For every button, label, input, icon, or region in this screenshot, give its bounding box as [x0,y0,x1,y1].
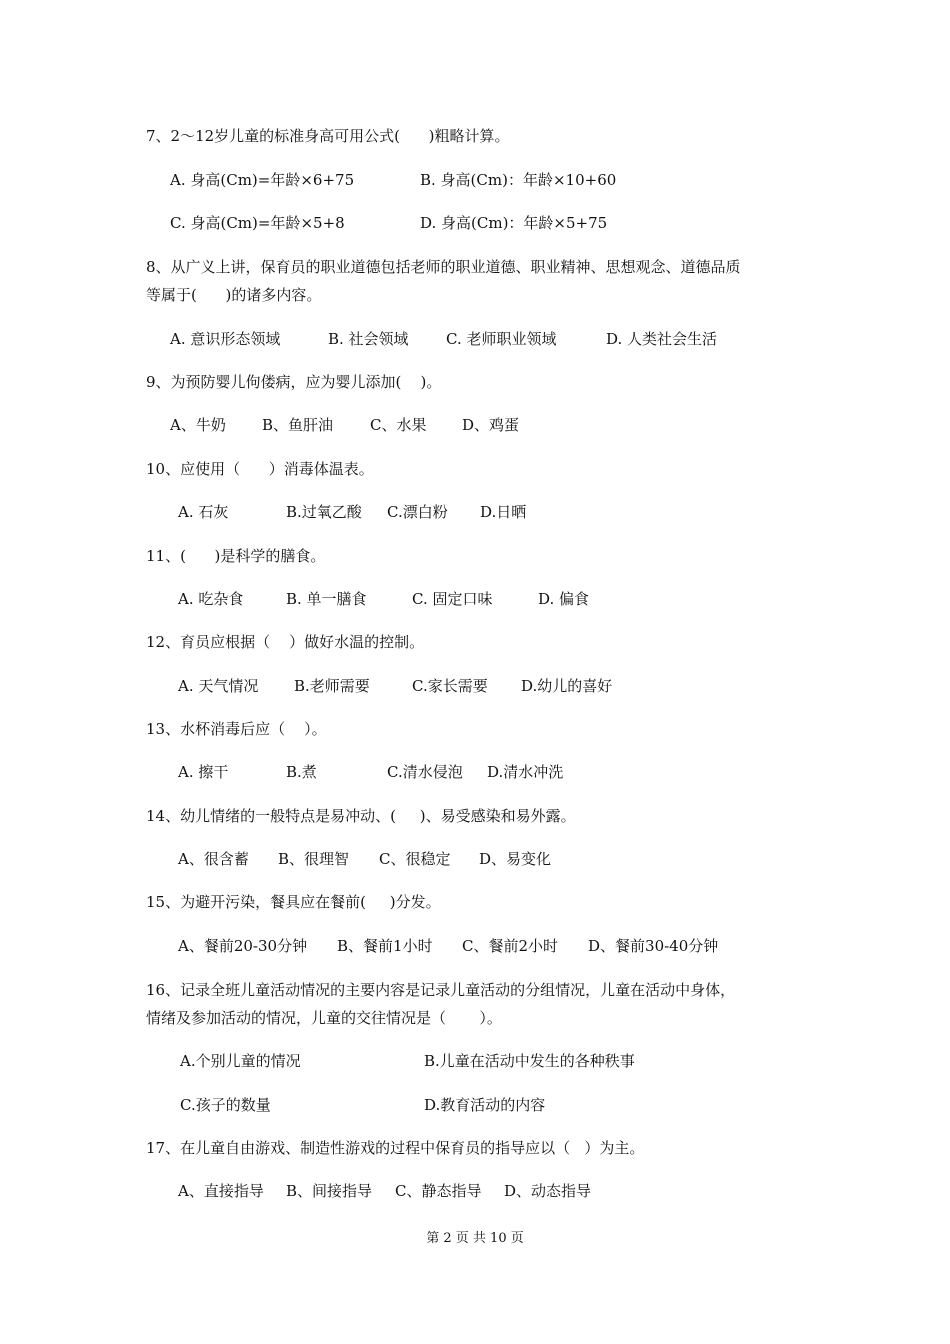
question-7-text: 7、2～12岁儿童的标准身高可用公式( )粗略计算。 [146,127,510,145]
question-8-option-c: C. 老师职业领域 [446,330,557,348]
question-12-text: 12、育员应根据（ ）做好水温的控制。 [146,633,425,651]
question-11-option-a: A. 吃杂食 [178,590,244,608]
question-15-text: 15、为避开污染，餐具应在餐前( )分发。 [146,893,441,911]
question-17-option-c: C、静态指导 [395,1182,482,1200]
question-15-option-d: D、餐前30-40分钟 [588,937,719,955]
question-17-option-a: A、直接指导 [178,1182,264,1200]
question-16-option-c: C.孩子的数量 [180,1096,271,1114]
question-16-option-b: B.儿童在活动中发生的各种秩事 [424,1052,635,1070]
question-13-text: 13、水杯消毒后应（ ）。 [146,720,327,738]
question-16-text-line1: 16、记录全班儿童活动情况的主要内容是记录儿童活动的分组情况，儿童在活动中身体， [146,981,736,999]
question-14-option-d: D、易变化 [479,850,552,868]
question-7-option-c: C. 身高(Cm)=年龄×5+8 [170,214,345,232]
question-12-option-d: D.幼儿的喜好 [521,677,613,695]
question-13-option-b: B.煮 [286,763,317,781]
question-8-text-line1: 8、从广义上讲，保育员的职业道德包括老师的职业道德、职业精神、思想观念、道德品质 [146,258,741,276]
question-13-option-d: D.清水冲洗 [487,763,564,781]
question-7-option-b: B. 身高(Cm)：年龄×10+60 [420,171,617,189]
question-9-option-b: B、鱼肝油 [262,416,334,434]
question-9-text: 9、为预防婴儿佝偻病，应为婴儿添加( )。 [146,373,442,391]
question-11-option-b: B. 单一膳食 [286,590,367,608]
question-13-option-a: A. 擦干 [178,763,229,781]
question-10-option-b: B.过氧乙酸 [286,503,362,521]
question-17-option-b: B、间接指导 [286,1182,373,1200]
question-9-option-c: C、水果 [370,416,427,434]
question-14-option-b: B、很理智 [278,850,350,868]
question-15-option-b: B、餐前1小时 [337,937,433,955]
question-9-option-d: D、鸡蛋 [462,416,520,434]
question-8-text-line2: 等属于( )的诸多内容。 [146,286,322,304]
question-14-option-a: A、很含蓄 [178,850,249,868]
question-8-option-d: D. 人类社会生活 [606,330,718,348]
question-12-option-c: C.家长需要 [412,677,488,695]
question-8-option-a: A. 意识形态领域 [170,330,281,348]
question-10-text: 10、应使用（ ）消毒体温表。 [146,460,374,478]
question-16-option-d: D.教育活动的内容 [424,1096,546,1114]
question-11-text: 11、( )是科学的膳食。 [146,547,326,565]
question-11-option-d: D. 偏食 [538,590,590,608]
question-10-option-a: A. 石灰 [178,503,229,521]
question-10-option-d: D.日晒 [480,503,527,521]
question-8-option-b: B. 社会领域 [328,330,409,348]
question-14-option-c: C、很稳定 [379,850,451,868]
question-17-option-d: D、动态指导 [504,1182,592,1200]
page-footer: 第 2 页 共 10 页 [426,1231,524,1246]
question-15-option-a: A、餐前20-30分钟 [178,937,308,955]
question-12-option-a: A. 天气情况 [178,677,259,695]
question-7-option-d: D. 身高(Cm)：年龄×5+75 [420,214,608,232]
question-14-text: 14、幼儿情绪的一般特点是易冲动、( )、易受感染和易外露。 [146,807,576,825]
question-16-option-a: A.个别儿童的情况 [180,1052,301,1070]
question-17-text: 17、在儿童自由游戏、制造性游戏的过程中保育员的指导应以（ ）为主。 [146,1139,645,1157]
question-7-option-a: A. 身高(Cm)=年龄×6+75 [170,171,355,189]
question-11-option-c: C. 固定口味 [412,590,493,608]
question-13-option-c: C.清水侵泡 [387,763,463,781]
question-16-text-line2: 情绪及参加活动的情况，儿童的交往情况是（ ）。 [146,1009,502,1027]
question-15-option-c: C、餐前2小时 [462,937,559,955]
question-12-option-b: B.老师需要 [294,677,370,695]
question-10-option-c: C.漂白粉 [387,503,448,521]
question-9-option-a: A、牛奶 [170,416,226,434]
